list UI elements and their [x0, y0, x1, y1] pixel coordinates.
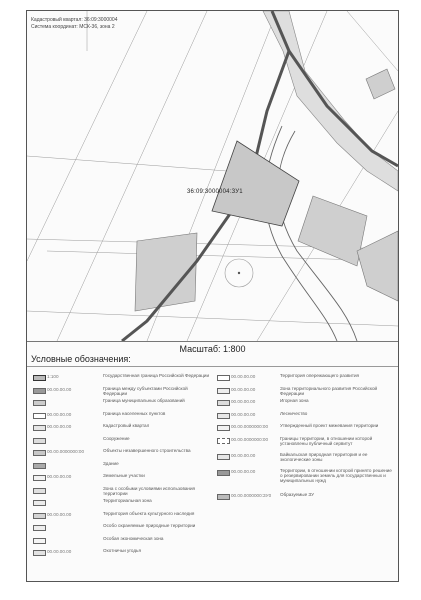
- map-canvas: [27, 11, 398, 341]
- legend-symbol: 00.00.00.00: [215, 374, 277, 382]
- legend-symbol: [31, 399, 93, 407]
- legend-item: Особо охраняемые природные территории: [31, 523, 213, 536]
- legend-item: 00.00.00.00 Игорная зона: [215, 398, 395, 411]
- legend-item: Сооружение: [31, 436, 213, 449]
- legend-item: Здание: [31, 461, 213, 474]
- cadastral-map[interactable]: [27, 11, 398, 341]
- legend-item: 00.00.0000000:00 Утвержденный проект межевания территории: [215, 423, 395, 436]
- legend-item: 00.00.00.00 Земельные участки: [31, 473, 213, 486]
- legend-symbol: [31, 462, 93, 470]
- legend-symbol: 1:100: [31, 374, 93, 382]
- legend-symbol: [31, 487, 93, 495]
- legend-right-column: [215, 373, 395, 504]
- legend-item: 00.00.00.00 Лесничество: [215, 411, 395, 424]
- legend-item: 1:100 Государственная граница Российской Федерации: [31, 373, 213, 386]
- cadastral-quarter-text: Кадастровый квартал: 36:09:3000004: [31, 17, 118, 23]
- parcel-label[interactable]: 36:09:3000004:ЗУ1: [187, 189, 243, 195]
- legend-item: 00.00.0000000:00 Объекты незавершенного строительства: [31, 448, 213, 461]
- legend-symbol: 00.00.00.00: [215, 469, 277, 477]
- legend-symbol: 00.00.0000000:00: [215, 424, 277, 432]
- legend-title-divider: [27, 366, 398, 367]
- legend-symbol: 00.00.00.00: [31, 549, 93, 557]
- legend-symbol: [31, 524, 93, 532]
- map-header: [31, 17, 118, 31]
- legend-item: 00.00.00.00 Граница между субъектами Российской Федерации: [31, 386, 213, 399]
- legend-item: Зона с особыми условиями использования территории: [31, 486, 213, 499]
- legend-item: Граница муниципальных образований: [31, 398, 213, 411]
- coordinate-system-text: Система координат: МСК-36, зона 2: [31, 24, 115, 30]
- legend-symbol: 00.00.00.00: [31, 512, 93, 520]
- map-legend-divider: [27, 341, 398, 342]
- legend-symbol: 00.00.00.00: [215, 453, 277, 461]
- scale-label: Масштаб: 1:800: [179, 344, 246, 354]
- legend-symbol: 00.00.0000000:00: [31, 449, 93, 457]
- legend-item: 00.00.00.00 Территория опережающего развития: [215, 373, 395, 386]
- legend-symbol: 00.00.0000000:00: [215, 437, 277, 445]
- legend-item: 00.00.0000000:ЗУ0 Образуемые ЗУ: [215, 492, 395, 505]
- legend-item: Особая экономическая зона: [31, 536, 213, 549]
- legend-title: Условные обозначения:: [31, 354, 131, 364]
- legend-item: Территориальная зона: [31, 498, 213, 511]
- legend-item: 00.00.00.00 Кадастровый квартал: [31, 423, 213, 436]
- legend-symbol: [31, 437, 93, 445]
- legend-symbol: 00.00.00.00: [31, 474, 93, 482]
- legend-symbol: [31, 537, 93, 545]
- legend-item: 00.00.0000000:00 Границы территории, в отношении которой установлены публичный сервитут: [215, 436, 395, 452]
- legend-item: 00.00.00.00 Граница населенных пунктов: [31, 411, 213, 424]
- legend-item: 00.00.00.00 Охотничьи угодья: [31, 548, 213, 561]
- legend-symbol: 00.00.00.00: [215, 399, 277, 407]
- legend-item: 00.00.00.00 Зона территориального развития Российской Федерации: [215, 386, 395, 399]
- legend-left-column: [31, 373, 213, 561]
- legend-symbol: [31, 499, 93, 507]
- legend-item: 00.00.00.00 Территории, в отношении которой принято решение о резервировании земель для государственных и муниципальных нужд: [215, 468, 395, 492]
- legend-symbol: 00.00.00.00: [31, 387, 93, 395]
- map-sheet: [26, 10, 399, 582]
- legend-symbol: 00.00.00.00: [215, 387, 277, 395]
- legend-symbol: 00.00.00.00: [31, 424, 93, 432]
- legend-symbol: 00.00.00.00: [215, 412, 277, 420]
- legend-symbol: 00.00.0000000:ЗУ0: [215, 493, 277, 501]
- legend-item: 00.00.00.00 Территория объекта культурного наследия: [31, 511, 213, 524]
- legend-item: 00.00.00.00 Байкальская природная территория и ее экологические зоны: [215, 452, 395, 468]
- legend-symbol: 00.00.00.00: [31, 412, 93, 420]
